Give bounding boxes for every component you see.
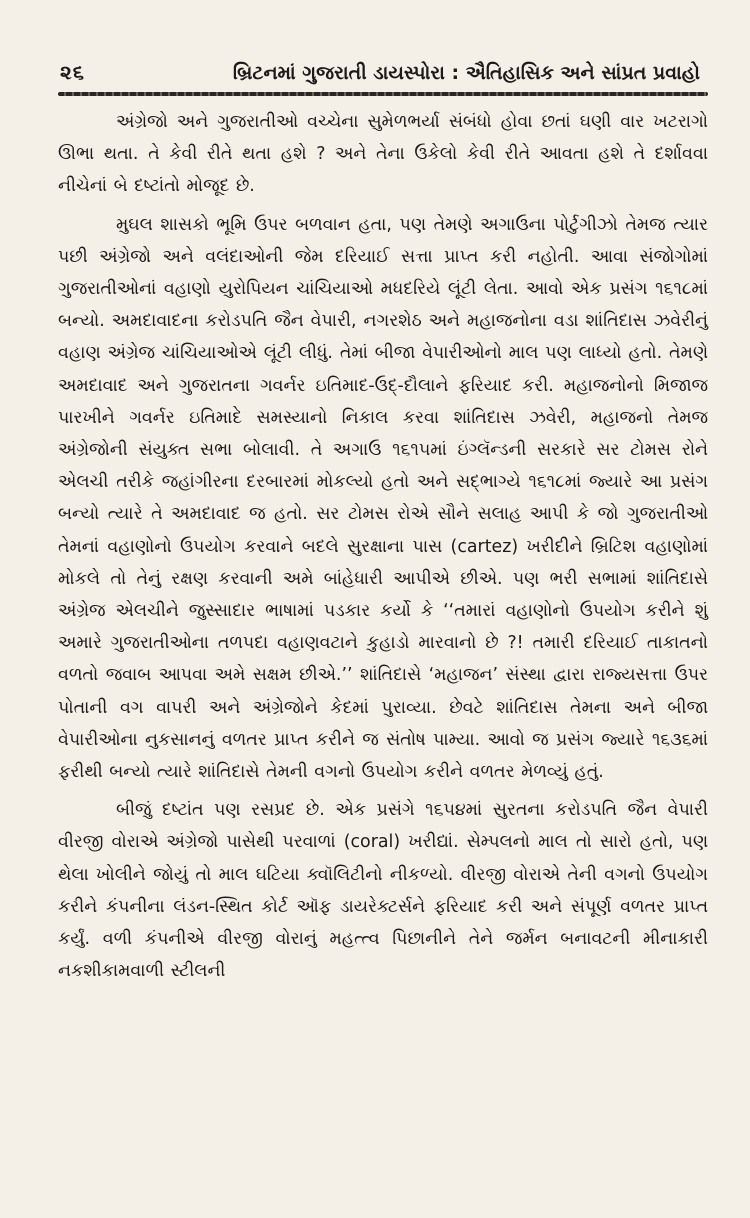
book-title: બ્રિટનમાં ગુજરાતી ડાયસ્પોરા : ઐતિહાસિક અને સાંપ્રત પ્રવાહો bbox=[232, 62, 700, 84]
running-header bbox=[58, 60, 708, 90]
header-rule bbox=[58, 92, 708, 96]
body-text bbox=[58, 106, 708, 987]
paragraph-shantidas: મુઘલ શાસકો ભૂમિ ઉપર બળવાન હતા, પણ તેમણે અગાઉના પોર્ટુગીઝો તેમજ ત્યાર પછી અંગ્રેજો અને વલંદાઓની જેમ દરિયાઈ સત્તા પ્રાપ્ત કરી નહોતી. આવા સંજોગોમાં ગુજરાતીઓનાં વહાણો યુરોપિયન ચાંચિયાઓ મધદરિયે લૂંટી લેતા. આવો એક પ્રસંગ ૧૬૧૮માં બન્યો. અમદાવાદના કરોડપતિ જૈન વેપારી, નગરશેઠ અને મહાજનોના વડા શાંતિદાસ ઝવેરીનું વહાણ અંગ્રેજ ચાંચિયાઓએ લૂંટી લીધું. તેમાં બીજા વેપારીઓનો માલ પણ લાધ્યો હતો. તેમણે અમદાવાદ અને ગુજરાતના ગવર્નર ઇતિમાદ-ઉદ્-દૌલાને ફરિયાદ કરી. મહાજનોનો મિજાજ પારખીને ગવર્નર ઇતિમાદે સમસ્યાનો નિકાલ કરવા શાંતિદાસ ઝવેરી, મહાજનો તેમજ અંગ્રેજોની સંયુક્ત સભા બોલાવી. તે અગાઉ ૧૬૧૫માં ઇંગ્લૅન્ડની સરકારે સર ટોમસ રોને એલચી તરીકે જહાંગીરના દરબારમાં મોકલ્યો હતો અને સદ્‌ભાગ્યે ૧૬૧૮માં જ્યારે આ પ્રસંગ બન્યો ત્યારે તે અમદાવાદ જ હતો. સર ટોમસ રોએ સૌને સલાહ આપી કે જો ગુજરાતીઓ તેમનાં વહાણોનો ઉપયોગ કરવાને બદલે સુરક્ષાના પાસ (cartez) ખરીદીને બ્રિટિશ વહાણોમાં મોકલે તો તેનું રક્ષણ કરવાની અમે બાંહેધારી આપીએ છીએ. પણ ભરી સભામાં શાંતિદાસે અંગ્રેજ એલચીને જુસ્સાદાર ભાષામાં પડકાર કર્યો કે ‘‘તમારાં વહાણોનો ઉપયોગ કરીને શું અમારે ગુજરાતીઓના તળપદા વહાણવટાને કુહાડો મારવાનો છે ?! તમારી દરિયાઈ તાકાતનો વળતો જવાબ આપવા અમે સક્ષમ છીએ.’’ શાંતિદાસે ‘મહાજન’ સંસ્થા દ્વારા રાજ્યસત્તા ઉપર પોતાની વગ વાપરી અને અંગ્રેજોને કેદમાં પુરાવ્યા. છેવટે શાંતિદાસ તેમના અને બીજા વેપારીઓના નુકસાનનું વળતર પ્રાપ્ત કરીને જ સંતોષ પામ્યા. આવો જ પ્રસંગ જ્યારે ૧૬૩૬માં ફરીથી બન્યો ત્યારે શાંતિદાસે તેમની વગનો ઉપયોગ કરીને વળતર મેળવ્યું હતું. bbox=[58, 214, 708, 783]
page-number: ૨૬ bbox=[60, 60, 85, 84]
paragraph-intro: અંગ્રેજો અને ગુજરાતીઓ વચ્ચેના સુમેળભર્યા સંબંધો હોવા છતાં ઘણી વાર ખટરાગો ઊભા થતા. તે કેવી રીતે થતા હશે ? અને તેના ઉકેલો કેવી રીતે આવતા હશે તે દર્શાવવા નીચેનાં બે દષ્ટાંતો મોજૂદ છે. bbox=[58, 112, 708, 197]
paragraph-virji-vora: બીજું દષ્ટાંત પણ રસપ્રદ છે. એક પ્રસંગે ૧૬૫૪માં સુરતના કરોડપતિ જૈન વેપારી વીરજી વોરાએ અંગ્રેજો પાસેથી પરવાળાં (coral) ખરીદ્યાં. સેમ્પલનો માલ તો સારો હતો, પણ થેલા ખોલીને જોયું તો માલ ઘટિયા ક્વૉલિટીનો નીકળ્યો. વીરજી વોરાએ તેની વગનો ઉપયોગ કરીને કંપનીના લંડન-સ્થિત કોર્ટ ઑફ ડાયરેક્ટર્સને ફરિયાદ કરી અને સંપૂર્ણ વળતર પ્રાપ્ત કર્યું. વળી કંપનીએ વીરજી વોરાનું મહત્ત્વ પિછાનીને તેને જર્મન બનાવટની મીનાકારી નકશીકામવાળી સ્ટીલની bbox=[58, 800, 708, 982]
